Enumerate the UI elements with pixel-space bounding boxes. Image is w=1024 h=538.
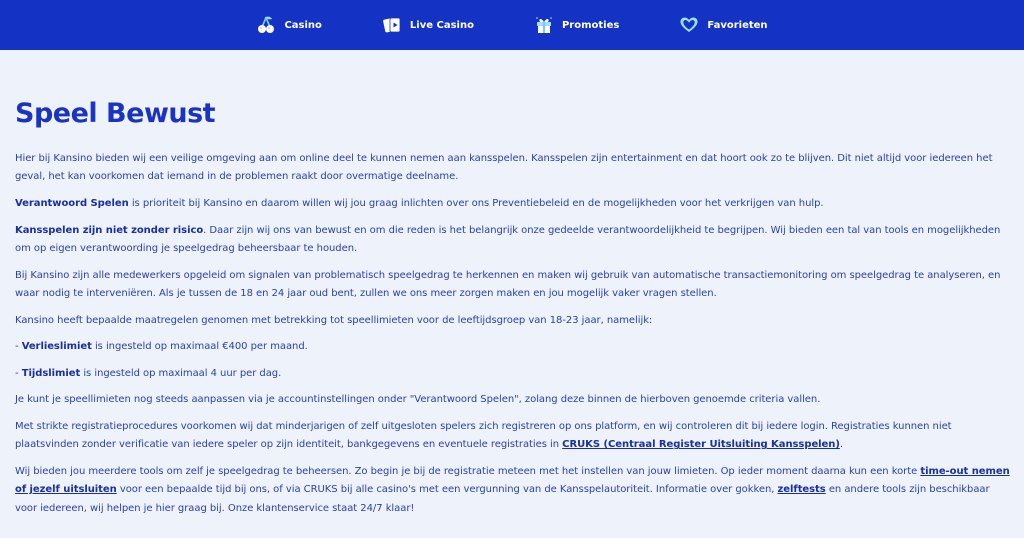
registration-paragraph (15, 418, 1010, 455)
cherries-icon (256, 15, 276, 35)
intro-paragraph: Hier bij Kansino bieden wij een veilige omgeving aan om online deel te kunnen nemen aan kansspelen. Kansspelen zijn entertainment en dat hoort ook zo te blijven. Dit niet altijd voor iedereen het geval, het kan voorkomen dat iemand in de problemen raakt door overmatige deelname. (15, 153, 993, 183)
paragraph-text: is ingesteld op maximaal 4 uur per dag. (80, 367, 282, 379)
staff-monitoring-paragraph: Bij Kansino zijn alle medewerkers opgeleid om signalen van problematisch speelgedrag te herkennen en maken wij gebruik van automatische transactiemonitoring om speelgedrag te analyseren, en waar nodig te interveniëren. Als je tussen de 18 en 24 jaar oud bent, zullen we ons meer zorgen maken en jou mogelijk vaker vragen stellen. (15, 269, 1001, 299)
bold-term: Kansspelen zijn niet zonder risico (15, 224, 204, 236)
list-dash: - (15, 341, 22, 353)
bold-term: Tijdslimiet (21, 367, 81, 379)
cruks-link[interactable]: CRUKS (Centraal Register Uitsluiting Kansspelen) (562, 439, 840, 451)
paragraph-text: Wij bieden jou meerdere tools om zelf je speelgedrag te beheersen. Zo begin je bij de registratie meteen met het instellen van jouw limieten. Op ieder moment daarna kun een korte (15, 465, 921, 477)
bold-term: Verlieslimiet (21, 341, 92, 353)
list-dash: - (15, 367, 22, 379)
paragraph-text: is prioriteit bij Kansino en daarom willen wij jou graag inlichten over ons Preventiebeleid en de mogelijkheden voor het verkrijgen van hulp. (128, 198, 824, 209)
nav-label: Promoties (561, 19, 620, 31)
paragraph-text: voor een bepaalde tijd bij ons, of via CRUKS bij alle casino's met een vergunning van de Kansspelautoriteit. Informatie over gokken, (116, 484, 778, 496)
bold-term: Verantwoord Spelen (15, 198, 129, 209)
zelftests-link[interactable]: zelftests (777, 484, 826, 496)
live-casino-cards-icon (382, 15, 402, 35)
nav-item-promoties[interactable] (504, 15, 649, 35)
nav-item-casino[interactable] (226, 15, 351, 35)
nav-label: Favorieten (707, 19, 768, 31)
paragraph-text: . (839, 439, 844, 451)
tools-paragraph (15, 463, 1010, 518)
limits-intro-paragraph: Kansino heeft bepaalde maatregelen genomen met betrekking tot speellimieten voor de leeftijdsgroep van 18-23 jaar, namelijk: (15, 314, 653, 326)
main-content (0, 50, 1024, 518)
nav-label: Casino (284, 19, 322, 31)
nav-label: Live Casino (409, 19, 474, 31)
nav-item-favorieten[interactable] (649, 15, 797, 35)
paragraph-text: . Daar zijn wij ons van bewust en om die reden is het belangrijk onze gedeelde verantwoordelijkheid te begrijpen. Wij bieden een tal van tools en mogelijkheden om op eigen verantwoording je speelgedrag beheersbaar te houden. (15, 224, 1001, 254)
loss-limit-item (15, 338, 1010, 356)
top-navigation (0, 0, 1024, 50)
time-limit-item (15, 365, 1010, 383)
risk-paragraph (15, 222, 1010, 259)
time-out-link[interactable]: time-out nemen of jezelf uitsluiten (15, 465, 1010, 496)
paragraph-text: is ingesteld op maximaal €400 per maand. (91, 341, 308, 353)
heart-icon (679, 15, 699, 35)
paragraph-text: Met strikte registratieprocedures voorkomen wij dat minderjarigen of zelf uitgesloten spelers zich registreren op ons platform, en wij controleren dit bij iedere login. Registraties kunnen niet plaatsvinden zonder verificatie van iedere speler op zijn identiteit, bankgegevens en eventuele registraties in (15, 420, 952, 451)
responsible-gaming-paragraph (15, 195, 1010, 213)
gift-icon (534, 15, 554, 35)
page-title: Speel Bewust (15, 98, 216, 129)
adjust-limits-paragraph: Je kunt je speellimieten nog steeds aanpassen via je accountinstellingen onder "Verantwoord Spelen", zolang deze binnen de hierboven genoemde criteria vallen. (15, 394, 821, 406)
nav-item-live-casino[interactable] (352, 15, 504, 35)
paragraph-text: en andere tools zijn beschikbaar voor iedereen, wij helpen je hier graag bij. Onze klantenservice staat 24/7 klaar! (15, 484, 990, 514)
